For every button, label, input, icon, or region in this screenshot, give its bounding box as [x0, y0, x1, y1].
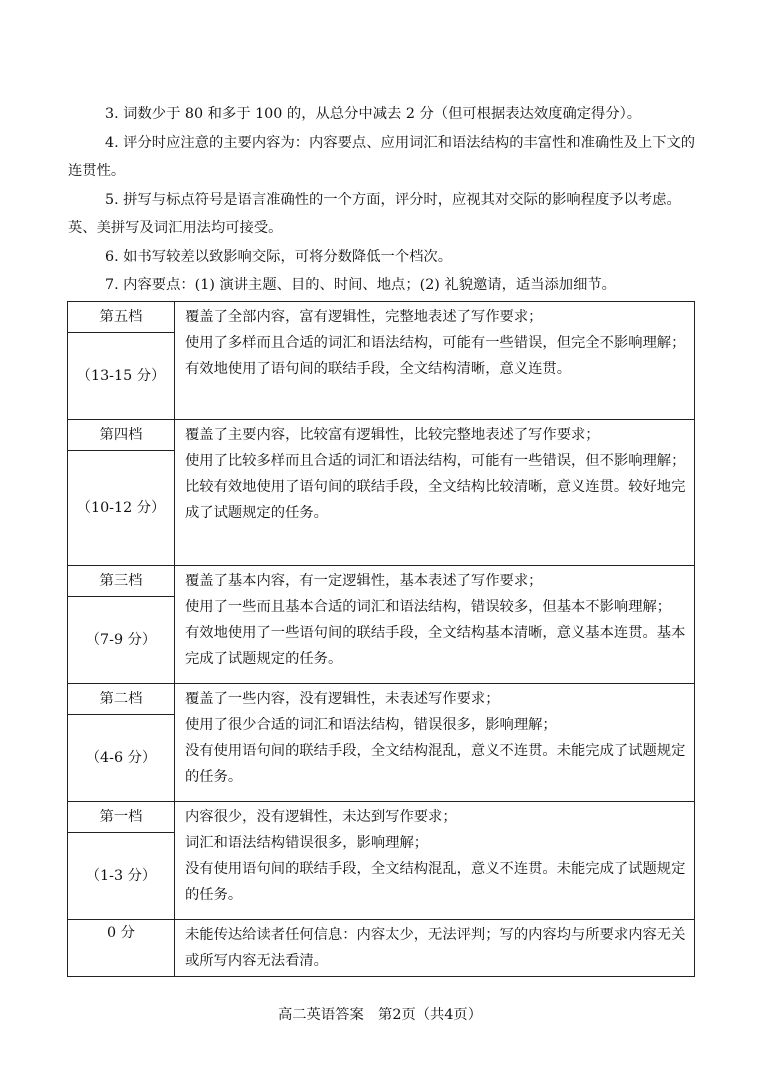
description-line: 覆盖了主要内容，比较富有逻辑性，比较完整地表述了写作要求；: [185, 427, 600, 443]
grade-description: [175, 420, 695, 566]
grade-zero-description: [175, 920, 695, 977]
grade-name: 第一档: [68, 802, 174, 833]
grade-cell: [68, 802, 175, 920]
grade-cell: [68, 420, 175, 566]
grade-score: （4-6 分）: [85, 750, 157, 766]
description-line: 覆盖了全部内容，富有逻辑性，完整地表述了写作要求；: [185, 309, 543, 325]
description-line: 没有使用语句间的联结手段，全文结构混乱，意义不连贯。未能完成了试题规定的任务。: [185, 861, 686, 903]
grade-description: [175, 302, 695, 420]
scoring-notes: [68, 100, 698, 300]
description-line: 内容很少，没有逻辑性，未达到写作要求；: [185, 809, 457, 825]
grade-score: （7-9 分）: [85, 632, 157, 648]
grade-description: [175, 566, 695, 684]
description-line: 使用了多样而且合适的词汇和语法结构，可能有一些错误，但完全不影响理解；: [185, 335, 686, 351]
description-line: 覆盖了一些内容，没有逻辑性，未表述写作要求；: [185, 691, 500, 707]
description-line: 有效地使用了一些语句间的联结手段，全文结构基本清晰，意义基本连贯。基本完成了试题规定的任务。: [185, 625, 686, 667]
grade-cell: [68, 566, 175, 684]
description-line: 有效地使用了语句间的联结手段，全文结构清晰，意义连贯。: [185, 361, 572, 377]
rubric-row-level-2: [68, 684, 695, 802]
rubric-row-level-4: [68, 420, 695, 566]
rubric-row-level-5: [68, 302, 695, 420]
grade-score: （13-15 分）: [76, 368, 166, 384]
rubric-row-level-3: [68, 566, 695, 684]
grade-name: 第三档: [68, 566, 174, 597]
rubric-row-level-1: [68, 802, 695, 920]
page-footer: 高二英语答案 第2页（共4页）: [277, 1007, 483, 1023]
grade-score: （1-3 分）: [85, 868, 157, 884]
description-line: 覆盖了基本内容，有一定逻辑性，基本表述了写作要求；: [185, 573, 543, 589]
grade-cell: [68, 684, 175, 802]
grade-cell: [68, 302, 175, 420]
description-line: 没有使用语句间的联结手段，全文结构混乱，意义不连贯。未能完成了试题规定的任务。: [185, 743, 686, 785]
grade-score: （10-12 分）: [76, 500, 166, 516]
rubric-table: [67, 301, 695, 977]
note-6: 6. 如书写较差以致影响交际，可将分数降低一个档次。: [105, 248, 453, 265]
description-line: 使用了比较多样而且合适的词汇和语法结构，可能有一些错误，但不影响理解；: [185, 453, 686, 469]
description-line: 未能传达给读者任何信息：内容太少，无法评判；写的内容均与所要求内容无关或所写内容无法看清。: [185, 927, 686, 969]
description-line: 比较有效地使用了语句间的联结手段，全文结构比较清晰，意义连贯。较好地完成了试题规定的任务。: [185, 479, 686, 521]
note-4: 4. 评分时应注意的主要内容为：内容要点、应用词汇和语法结构的丰富性和准确性及上下文的连贯性。: [68, 134, 696, 179]
grade-name: 第二档: [68, 684, 174, 715]
grade-description: [175, 802, 695, 920]
grade-description: [175, 684, 695, 802]
grade-zero-cell: 0 分: [68, 920, 175, 977]
grade-name: 第五档: [68, 302, 174, 333]
rubric-row-zero: [68, 920, 695, 977]
note-3: 3. 词数少于 80 和多于 100 的，从总分中减去 2 分（但可根据表达效度确定得分）。: [105, 106, 642, 122]
description-line: 词汇和语法结构错误很多，影响理解；: [185, 835, 429, 851]
description-line: 使用了一些而且基本合适的词汇和语法结构，错误较多，但基本不影响理解；: [185, 599, 672, 615]
note-7: 7. 内容要点：(1) 演讲主题、目的、时间、地点；(2) 礼貌邀请，适当添加细节。: [105, 277, 616, 293]
note-5: 5. 拼写与标点符号是语言准确性的一个方面，评分时，应视其对交际的影响程度予以考虑。英、美拼写及词汇用法均可接受。: [68, 191, 681, 236]
grade-name: 第四档: [68, 420, 174, 451]
description-line: 使用了很少合适的词汇和语法结构，错误很多，影响理解；: [185, 717, 557, 733]
